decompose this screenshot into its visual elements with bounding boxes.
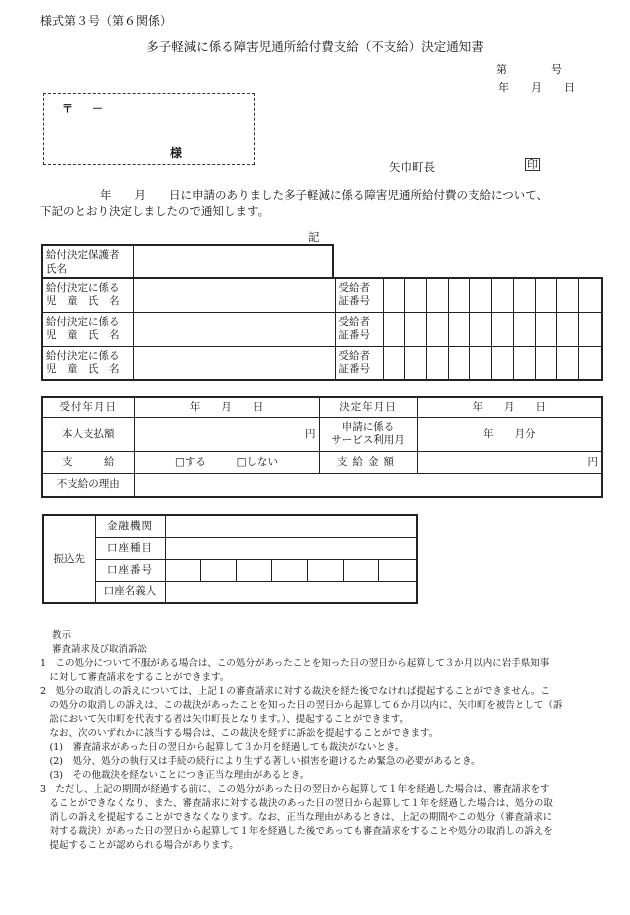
note-line: (3) その他裁決を経ないことにつき正当な理由があるとき。 [40, 770, 310, 781]
note-line: 対する裁決）があった日の翌日から起算して１年を経過した後であっても審査請求をすることや処分の取消しの訴えを [40, 826, 553, 837]
note-line: 訟において矢巾町を代表する者は矢巾町長となります。）、提起することができます。 [40, 714, 409, 725]
addressee-honorific: 様 [170, 146, 183, 160]
guardian-name-label: 給付決定保護者 氏名 [46, 249, 120, 275]
form-number: 様式第３号（第６関係） [40, 14, 173, 28]
table-row [42, 417, 602, 451]
decision-date-value: 年 月 日 [417, 397, 602, 417]
account-holder-field [165, 581, 417, 603]
transfer-table [42, 514, 418, 604]
account-number-label: 口座番号 [95, 559, 165, 581]
note-line: ることができなくなり、また、審査請求に対する裁決のあった日の翌日から起算して１年を経過した場合は、処分の取 [40, 798, 553, 809]
service-month-value: 年 月分 [417, 417, 602, 451]
child-name-field [133, 278, 335, 312]
child-name-field [133, 312, 335, 346]
page-title: 多子軽減に係る障害児通所給付費支給（不支給）決定通知書 [146, 39, 484, 54]
service-month-label: 申請に係る サービス利用月 [319, 417, 417, 451]
notes-heading: 教示 [52, 630, 72, 641]
postal-mark: 〒 [62, 102, 73, 115]
table-row [42, 312, 602, 346]
table-row [43, 515, 417, 537]
note-line: なお、次のいずれかに該当する場合は、この裁決を経ずに訴訟を提起することができます。 [40, 728, 439, 739]
child-name-label: 給付決定に係る 児 童 氏 名 [42, 278, 133, 312]
notes [40, 629, 600, 853]
table-row [42, 278, 602, 312]
self-pay-yen: 円 [134, 417, 319, 451]
ki-label: 記 [308, 230, 320, 244]
decision-date-label: 決定年月日 [319, 397, 417, 417]
body-text-line1: 年 月 日に申請のありました多子軽減に係る障害児通所給付費の支給について、 [100, 188, 549, 202]
cert-number-label: 受給者 証番号 [335, 312, 383, 346]
note-line: 提起することが認められる場合があります。 [40, 840, 239, 851]
note-line: (1) 審査請求があった日の翌日から起算して３か月を経過しても裁決がないとき。 [40, 742, 405, 753]
account-type-label: 口座種目 [95, 537, 165, 559]
note-line: に対して審査請求をすることができます。 [40, 672, 230, 683]
payment-label: 支 給 [42, 451, 134, 473]
received-date-label: 受付年月日 [42, 397, 134, 417]
self-pay-label: 本人支払額 [42, 417, 134, 451]
amount-yen: 円 [417, 451, 602, 473]
document-number: 第 号 [496, 63, 562, 76]
table-row [42, 346, 602, 380]
transfer-label: 振込先 [43, 515, 95, 603]
received-date-value: 年 月 日 [134, 397, 319, 417]
issue-date: 年 月 日 [498, 81, 575, 94]
child-name-label: 給付決定に係る 児 童 氏 名 [42, 346, 133, 380]
cert-number-label: 受給者 証番号 [335, 346, 383, 380]
child-name-label: 給付決定に係る 児 童 氏 名 [42, 312, 133, 346]
reason-field [134, 473, 602, 497]
child-name-field [133, 346, 335, 380]
issuer-title: 矢巾町長 [389, 160, 435, 174]
account-holder-label: 口座名義人 [95, 581, 165, 603]
child-table [41, 277, 603, 381]
bank-label: 金融機関 [95, 515, 165, 537]
reason-label: 不支給の理由 [42, 473, 134, 497]
table-row [42, 397, 602, 417]
notes-subheading: 審査請求及び取消訴訟 [52, 644, 148, 655]
note-line: 1 この処分について不服がある場合は、この処分があったことを知った日の翌日から起算して３か月以内に岩手県知事 [40, 658, 550, 669]
note-line: 2 処分の取消しの訴えについては、上記１の審査請求に対する裁決を経た後でなければ提起することができません。こ [40, 686, 550, 697]
postal-dash: － [92, 102, 103, 115]
table-row [43, 581, 417, 603]
guardian-name-box [41, 244, 334, 278]
issuer-seal: 印 [527, 158, 538, 171]
address-box [43, 93, 255, 165]
note-line: (2) 処分、処分の執行又は手続の続行により生ずる著しい損害を避けるため緊急の必要があるとき。 [40, 756, 481, 767]
table-row [43, 559, 417, 581]
note-line: 3 ただし、上記の期間が経過する前に、この処分があった日の翌日から起算して１年を経過した場合は、審査請求をす [40, 784, 550, 795]
cert-number-label: 受給者 証番号 [335, 278, 383, 312]
option-no-checkbox[interactable]: □しない [236, 455, 279, 468]
note-line: 消しの訴えを提起することができなくなります。なお、正当な理由があるときは、上記の期間やこの処分（審査請求に [40, 812, 553, 823]
table-row [42, 473, 602, 497]
account-type-field [165, 537, 417, 559]
payment-options [134, 451, 319, 473]
amount-label: 支給金額 [319, 451, 417, 473]
bank-field [165, 515, 417, 537]
note-line: の処分の取消しの訴えは、この裁決があったことを知った日の翌日から起算して６か月以内に、矢巾町を被告として（訴 [40, 700, 563, 711]
option-yes-checkbox[interactable]: □する [174, 455, 206, 468]
decision-table [41, 396, 603, 498]
table-row [42, 451, 602, 473]
table-row [43, 537, 417, 559]
body-text-line2: 下記のとおり決定しましたので通知します。 [40, 204, 270, 218]
